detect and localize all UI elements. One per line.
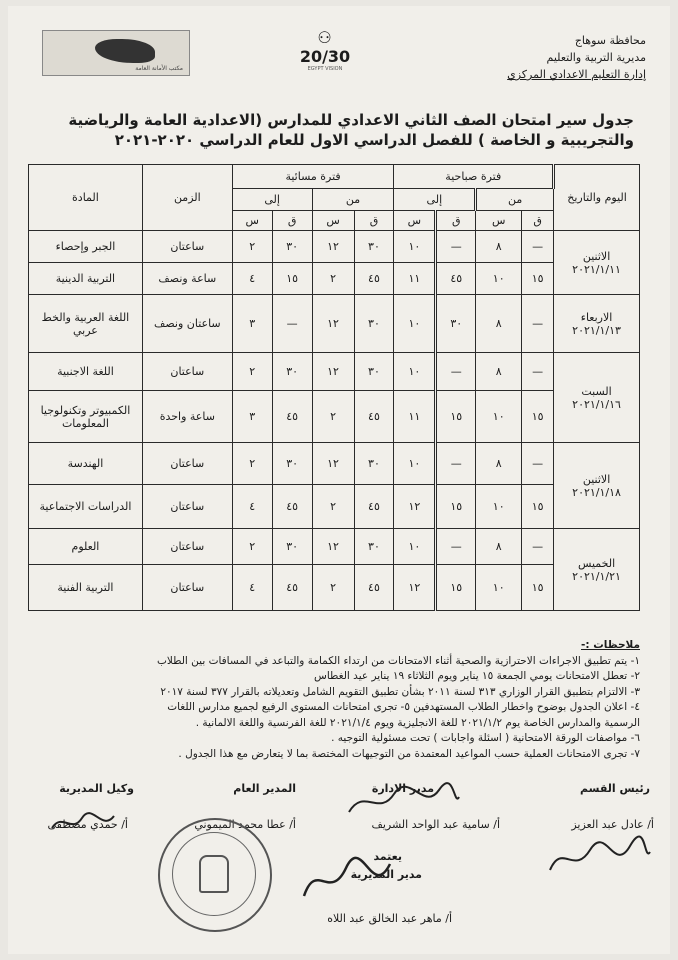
evening-period-header: فترة مسائية xyxy=(232,165,394,189)
morning-to-minute: ١٥ xyxy=(436,485,476,529)
day-date: ٢٠٢١/١/١٦ xyxy=(572,397,621,411)
evening-from-hour: ١٢ xyxy=(312,443,354,485)
table-row xyxy=(29,295,640,353)
morning-period-header: فترة صباحية xyxy=(394,165,554,189)
evening-from-minute: ٤٥ xyxy=(354,485,394,529)
director-name: أ/ ماهر عبد الخالق عبد اللاه xyxy=(327,912,452,925)
duration-cell: ساعتان xyxy=(142,529,232,565)
duration-cell: ساعتان xyxy=(142,565,232,611)
title-line-2: والتجريبية و الخاصة ) للفصل الدراسي الاول للعام الدراسي ٢٠٢٠-٢٠٢١ xyxy=(114,131,634,149)
table-row xyxy=(29,231,640,263)
government-header xyxy=(507,32,646,83)
evening-to-minute: ٤٥ xyxy=(272,485,312,529)
subject-cell: الدراسات الاجتماعية xyxy=(29,485,143,529)
day-date: ٢٠٢١/١/٢١ xyxy=(572,569,621,583)
s-header: س xyxy=(312,211,354,231)
figures-icon: ⚇ xyxy=(317,28,333,47)
evening-to-minute: ٤٥ xyxy=(272,391,312,443)
morning-to-hour: ١٠ xyxy=(394,529,436,565)
morning-from-header: من xyxy=(476,189,554,211)
duration-cell: ساعتان xyxy=(142,353,232,391)
morning-to-minute: — xyxy=(436,443,476,485)
evening-from-hour: ٢ xyxy=(312,485,354,529)
duration-cell: ساعتان xyxy=(142,443,232,485)
note-item: ٣- الالتزام بتطبيق القرار الوزاري ٣١٣ لسنة ٢٠١١ بشأن تطبيق التقويم الشامل وتعديلاته بالقرار ٣٧٧ لسنة ٢٠١٧ xyxy=(160,685,640,698)
subject-header: المادة xyxy=(29,165,143,231)
evening-to-hour: ٤ xyxy=(232,485,272,529)
morning-from-minute: ١٥ xyxy=(522,565,554,611)
morning-from-minute: ١٥ xyxy=(522,263,554,295)
subject-cell: اللغة الاجنبية xyxy=(29,353,143,391)
table-row xyxy=(29,263,640,295)
evening-from-minute: ٣٠ xyxy=(354,443,394,485)
eagle-emblem-icon xyxy=(199,855,229,893)
administration-line: إدارة التعليم الاعدادي المركزي xyxy=(507,68,646,81)
morning-from-minute: — xyxy=(522,353,554,391)
morning-to-hour: ١١ xyxy=(394,391,436,443)
day-name: الاثنين xyxy=(582,472,611,486)
table-row xyxy=(29,565,640,611)
admin-name: أ/ سامية عبد الواحد الشريف xyxy=(371,818,500,831)
deputy-signature-icon xyxy=(48,808,118,838)
duration-cell: ساعة ونصف xyxy=(142,263,232,295)
morning-from-minute: — xyxy=(522,443,554,485)
evening-from-minute: ٣٠ xyxy=(354,529,394,565)
day-cell xyxy=(554,443,640,529)
note-item: ٧- تجرى الامتحانات العملية حسب المواعيد المعتمدة من التوجيهات المختصة بما لا يتعارض مع هذا الجدول . xyxy=(178,747,640,760)
s-header: س xyxy=(232,211,272,231)
director-signature-icon xyxy=(296,852,396,912)
subject-cell: الكمبيوتر وتكنولوجيا المعلومات xyxy=(29,391,143,443)
morning-to-hour: ١٠ xyxy=(394,443,436,485)
day-date: ٢٠٢١/١/١٨ xyxy=(572,485,621,499)
morning-from-minute: ١٥ xyxy=(522,391,554,443)
title-line-1: جدول سير امتحان الصف الثاني الاعدادي للمدارس (الاعدادية العامة والرياضية xyxy=(68,111,634,129)
head-name: أ/ عادل عبد العزيز xyxy=(571,818,654,831)
table-row xyxy=(29,391,640,443)
morning-to-hour: ١١ xyxy=(394,263,436,295)
day-name: السبت xyxy=(581,384,612,398)
q-header: ق xyxy=(436,211,476,231)
morning-from-hour: ٨ xyxy=(476,295,522,353)
duration-cell: ساعة واحدة xyxy=(142,391,232,443)
evening-to-hour: ٢ xyxy=(232,231,272,263)
table-row xyxy=(29,353,640,391)
notes-heading: ملاحظات :- xyxy=(581,639,640,651)
evening-to-hour: ٣ xyxy=(232,391,272,443)
morning-from-hour: ٨ xyxy=(476,353,522,391)
note-item: الرسمية والمدارس الخاصة يوم ٢٠٢١/١/٢ للغة الانجليزية ويوم ٢٠٢١/١/٤ للغة الفرنسية واللغة الالمانية . xyxy=(195,716,640,729)
evening-to-minute: ٣٠ xyxy=(272,353,312,391)
duration-cell: ساعتان ونصف xyxy=(142,295,232,353)
evening-to-hour: ٢ xyxy=(232,353,272,391)
q-header: ق xyxy=(522,211,554,231)
morning-to-hour: ١٠ xyxy=(394,353,436,391)
morning-from-minute: — xyxy=(522,529,554,565)
q-header: ق xyxy=(354,211,394,231)
subject-cell: العلوم xyxy=(29,529,143,565)
evening-to-minute: — xyxy=(272,295,312,353)
admin-title: مدير الادارة xyxy=(371,782,434,795)
subject-cell: التربية الدينية xyxy=(29,263,143,295)
day-date: ٢٠٢١/١/١٣ xyxy=(572,323,621,337)
duration-cell: ساعتان xyxy=(142,485,232,529)
s-header: س xyxy=(476,211,522,231)
evening-from-header: من xyxy=(312,189,394,211)
evening-from-hour: ٢ xyxy=(312,565,354,611)
gm-name: أ/ عطا محمد الميموني xyxy=(194,818,296,831)
evening-to-hour: ٢ xyxy=(232,443,272,485)
document-title xyxy=(34,110,634,150)
morning-to-minute: — xyxy=(436,353,476,391)
morning-from-hour: ١٠ xyxy=(476,391,522,443)
table-row xyxy=(29,485,640,529)
deputy-name: أ/ حمدي مصطفى xyxy=(47,818,128,831)
evening-to-hour: ٣ xyxy=(232,295,272,353)
evening-to-minute: ٣٠ xyxy=(272,231,312,263)
note-item: ٤- اعلان الجدول بوضوح واخطار الطلاب المستهدفين ٥- تجرى امتحانات المستوى الرفيع لجميع مدارس اللغات xyxy=(167,701,640,713)
morning-to-minute: ٣٠ xyxy=(436,295,476,353)
morning-to-hour: ١٠ xyxy=(394,295,436,353)
head-signature-icon xyxy=(544,832,654,882)
morning-from-minute: ١٥ xyxy=(522,485,554,529)
morning-to-hour: ١٢ xyxy=(394,485,436,529)
approved-word: يعتمد xyxy=(373,850,402,863)
table-row xyxy=(29,443,640,485)
evening-to-minute: ٣٠ xyxy=(272,443,312,485)
s-header: س xyxy=(394,211,436,231)
q-header: ق xyxy=(272,211,312,231)
day-cell xyxy=(554,529,640,611)
evening-from-hour: ١٢ xyxy=(312,353,354,391)
table-row xyxy=(29,529,640,565)
evening-to-minute: ١٥ xyxy=(272,263,312,295)
evening-to-minute: ٤٥ xyxy=(272,565,312,611)
secretariat-logo xyxy=(42,30,190,76)
morning-to-minute: ٤٥ xyxy=(436,263,476,295)
gm-title: المدير العام xyxy=(233,782,296,795)
directorate-line: مديرية التربية والتعليم xyxy=(546,51,646,64)
official-stamp-icon xyxy=(158,818,272,932)
subject-cell: اللغة العربية والخط عربي xyxy=(29,295,143,353)
deputy-title: وكيل المديرية xyxy=(59,782,134,795)
evening-to-header: إلى xyxy=(232,189,312,211)
evening-from-minute: ٤٥ xyxy=(354,263,394,295)
vision-caption: EGYPT VISION xyxy=(307,66,343,72)
evening-from-hour: ١٢ xyxy=(312,295,354,353)
morning-to-minute: — xyxy=(436,231,476,263)
evening-to-minute: ٣٠ xyxy=(272,529,312,565)
exam-schedule-table xyxy=(28,164,640,611)
evening-from-minute: ٤٥ xyxy=(354,565,394,611)
morning-from-hour: ٨ xyxy=(476,443,522,485)
morning-to-hour: ١٢ xyxy=(394,565,436,611)
evening-from-hour: ٢ xyxy=(312,391,354,443)
note-item: ٦- مواصفات الورقة الامتحانية ( اسئلة واجابات ) تحت مسئولية التوجيه . xyxy=(331,732,640,744)
morning-from-minute: — xyxy=(522,231,554,263)
stamp-inner xyxy=(172,832,256,916)
subject-cell: الهندسة xyxy=(29,443,143,485)
egypt-vision-logo xyxy=(290,28,360,72)
morning-to-header: إلى xyxy=(394,189,476,211)
evening-from-hour: ٢ xyxy=(312,263,354,295)
director-title: مدير المديرية xyxy=(350,868,422,881)
evening-from-hour: ١٢ xyxy=(312,231,354,263)
evening-from-minute: ٣٠ xyxy=(354,353,394,391)
logo-caption: مكتب الأمانة العامة xyxy=(135,65,183,72)
evening-to-hour: ٤ xyxy=(232,263,272,295)
day-date: ٢٠٢١/١/١١ xyxy=(572,262,621,276)
note-item: ١- يتم تطبيق الاجراءات الاحترازية والصحية أثناء الامتحانات من ارتداء الكمامة والتباعد في المسافات بين الطلاب xyxy=(156,654,640,667)
subject-cell: الجبر وإحصاء xyxy=(29,231,143,263)
subject-cell: التربية الفنية xyxy=(29,565,143,611)
evening-to-hour: ٢ xyxy=(232,529,272,565)
evening-to-hour: ٤ xyxy=(232,565,272,611)
day-name: الخميس xyxy=(577,556,616,570)
evening-from-minute: ٣٠ xyxy=(354,295,394,353)
morning-from-hour: ١٠ xyxy=(476,263,522,295)
evening-from-hour: ١٢ xyxy=(312,529,354,565)
logo-emblem-icon xyxy=(95,39,155,63)
morning-from-hour: ٨ xyxy=(476,231,522,263)
day-name: الاثنين xyxy=(582,249,611,263)
governorate-line: محافظة سوهاج xyxy=(574,34,646,47)
head-title: رئيس القسم xyxy=(580,782,650,795)
morning-from-hour: ٨ xyxy=(476,529,522,565)
admin-signature-icon xyxy=(344,782,464,822)
day-date-header: اليوم والتاريخ xyxy=(554,165,640,231)
day-name: الاربعاء xyxy=(580,310,613,324)
note-item: ٢- تعطل الامتحانات يومي الجمعة ١٥ يناير ويوم الثلاثاء ١٩ يناير عيد الغطاس xyxy=(314,670,640,682)
morning-from-hour: ١٠ xyxy=(476,485,522,529)
day-cell xyxy=(554,353,640,443)
document-sheet xyxy=(8,6,670,954)
day-cell xyxy=(554,231,640,295)
morning-to-hour: ١٠ xyxy=(394,231,436,263)
day-cell xyxy=(554,295,640,353)
evening-from-minute: ٤٥ xyxy=(354,391,394,443)
duration-cell: ساعتان xyxy=(142,231,232,263)
morning-from-hour: ١٠ xyxy=(476,565,522,611)
evening-from-minute: ٣٠ xyxy=(354,231,394,263)
duration-header: الزمن xyxy=(142,165,232,231)
morning-to-minute: — xyxy=(436,529,476,565)
notes-section xyxy=(20,638,640,762)
morning-to-minute: ١٥ xyxy=(436,391,476,443)
morning-from-minute: — xyxy=(522,295,554,353)
vision-number: 20/30 xyxy=(299,47,351,66)
morning-to-minute: ١٥ xyxy=(436,565,476,611)
